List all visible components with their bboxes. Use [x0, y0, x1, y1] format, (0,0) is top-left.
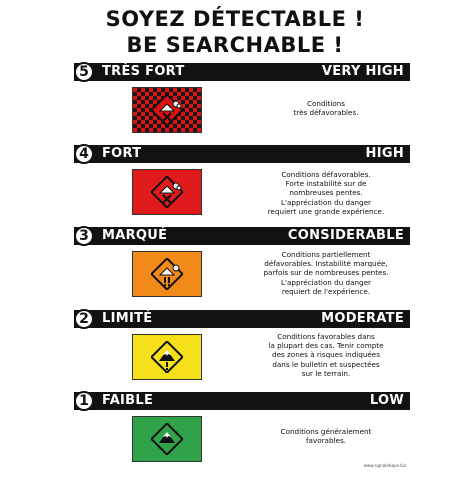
- level-color-swatch: [132, 251, 202, 297]
- level-number-badge: 2: [74, 309, 94, 329]
- level-label-en: HIGH: [365, 146, 404, 161]
- level-label-fr: LIMITÉ: [102, 311, 153, 326]
- danger-level-4: [60, 145, 410, 231]
- danger-level-3: [60, 227, 410, 313]
- level-label-fr: FORT: [102, 146, 142, 161]
- level-label-en: VERY HIGH: [321, 64, 404, 79]
- level-description: Conditions généralement favorables.: [280, 427, 372, 446]
- level-label-en: CONSIDERABLE: [287, 228, 404, 243]
- avalanche-warning-icon: [151, 423, 183, 455]
- avalanche-warning-icon: [151, 94, 183, 126]
- title-line-2: BE SEARCHABLE !: [126, 33, 344, 57]
- level-color-swatch: [132, 334, 202, 380]
- danger-level-2: [60, 310, 410, 396]
- level-description: Conditions favorables dans la plupart des cas. Tenir compte des zones à risques indiquées dans le bulletin et suspectées sur le terrain.: [268, 332, 384, 378]
- level-color-swatch: [132, 169, 202, 215]
- avalanche-warning-icon: [151, 176, 183, 208]
- avalanche-risk-sign: [60, 0, 410, 470]
- level-number-badge: 3: [74, 226, 94, 246]
- level-description: Conditions défavorables. Forte instabilité sur de nombreuses pentes. L'appréciation du danger requiert une grande expérience.: [267, 170, 385, 216]
- footer-url: www.signaletique.biz: [363, 463, 406, 468]
- level-description: Conditions très défavorables.: [293, 99, 359, 118]
- danger-level-1: [60, 392, 410, 478]
- level-number-badge: 5: [74, 62, 94, 82]
- danger-level-5: [60, 63, 410, 149]
- level-number-badge: 1: [74, 391, 94, 411]
- level-label-fr: FAIBLE: [102, 393, 154, 408]
- level-label-en: MODERATE: [321, 311, 404, 326]
- avalanche-warning-icon: [151, 258, 183, 290]
- level-color-swatch: [132, 416, 202, 462]
- level-description: Conditions partiellement défavorables. Instabilité marquée, parfois sur de nombreuses pentes. L'appréciation du danger requiert de l'expérience.: [263, 250, 389, 296]
- level-label-fr: TRÈS FORT: [102, 64, 185, 79]
- title-line-1: SOYEZ DÉTECTABLE !: [105, 7, 365, 31]
- level-number-badge: 4: [74, 144, 94, 164]
- avalanche-warning-icon: [151, 341, 183, 373]
- level-label-en: LOW: [369, 393, 404, 408]
- level-color-swatch: [132, 87, 202, 133]
- level-label-fr: MARQUÉ: [102, 228, 168, 243]
